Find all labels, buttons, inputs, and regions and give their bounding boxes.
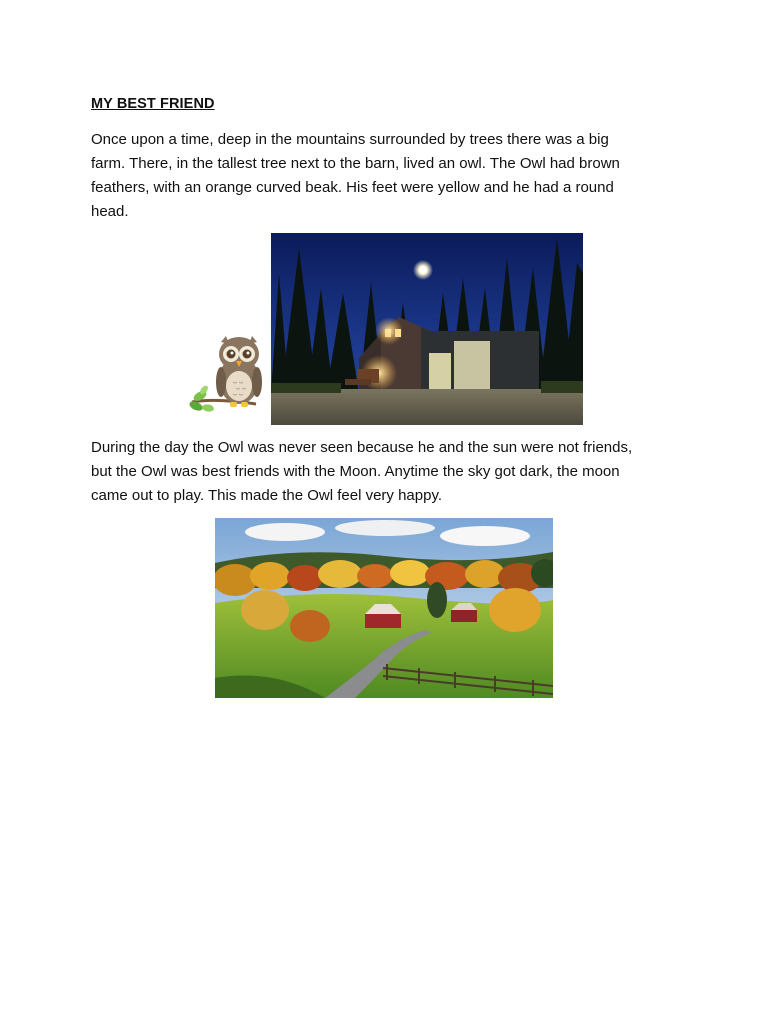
night-barn-photo [271,233,583,425]
paragraph-intro [91,128,691,224]
paragraph-line: farm. There, in the tallest tree next to the barn, lived an owl. The Owl had brown [91,155,620,172]
document-title: MY BEST FRIEND [91,96,215,112]
paragraph-line: head. [91,203,129,220]
paragraph-line: but the Owl was best friends with the Moon. Anytime the sky got dark, the moon [91,463,620,480]
paragraph-line: Once upon a time, deep in the mountains surrounded by trees there was a big [91,131,609,148]
paragraph-line: During the day the Owl was never seen because he and the sun were not friends, [91,439,633,456]
autumn-farm-photo [215,518,553,698]
paragraph-moon [91,436,691,508]
owl-clipart [186,330,266,420]
paragraph-line: feathers, with an orange curved beak. His feet were yellow and he had a round [91,179,614,196]
paragraph-line: came out to play. This made the Owl feel very happy. [91,487,443,504]
